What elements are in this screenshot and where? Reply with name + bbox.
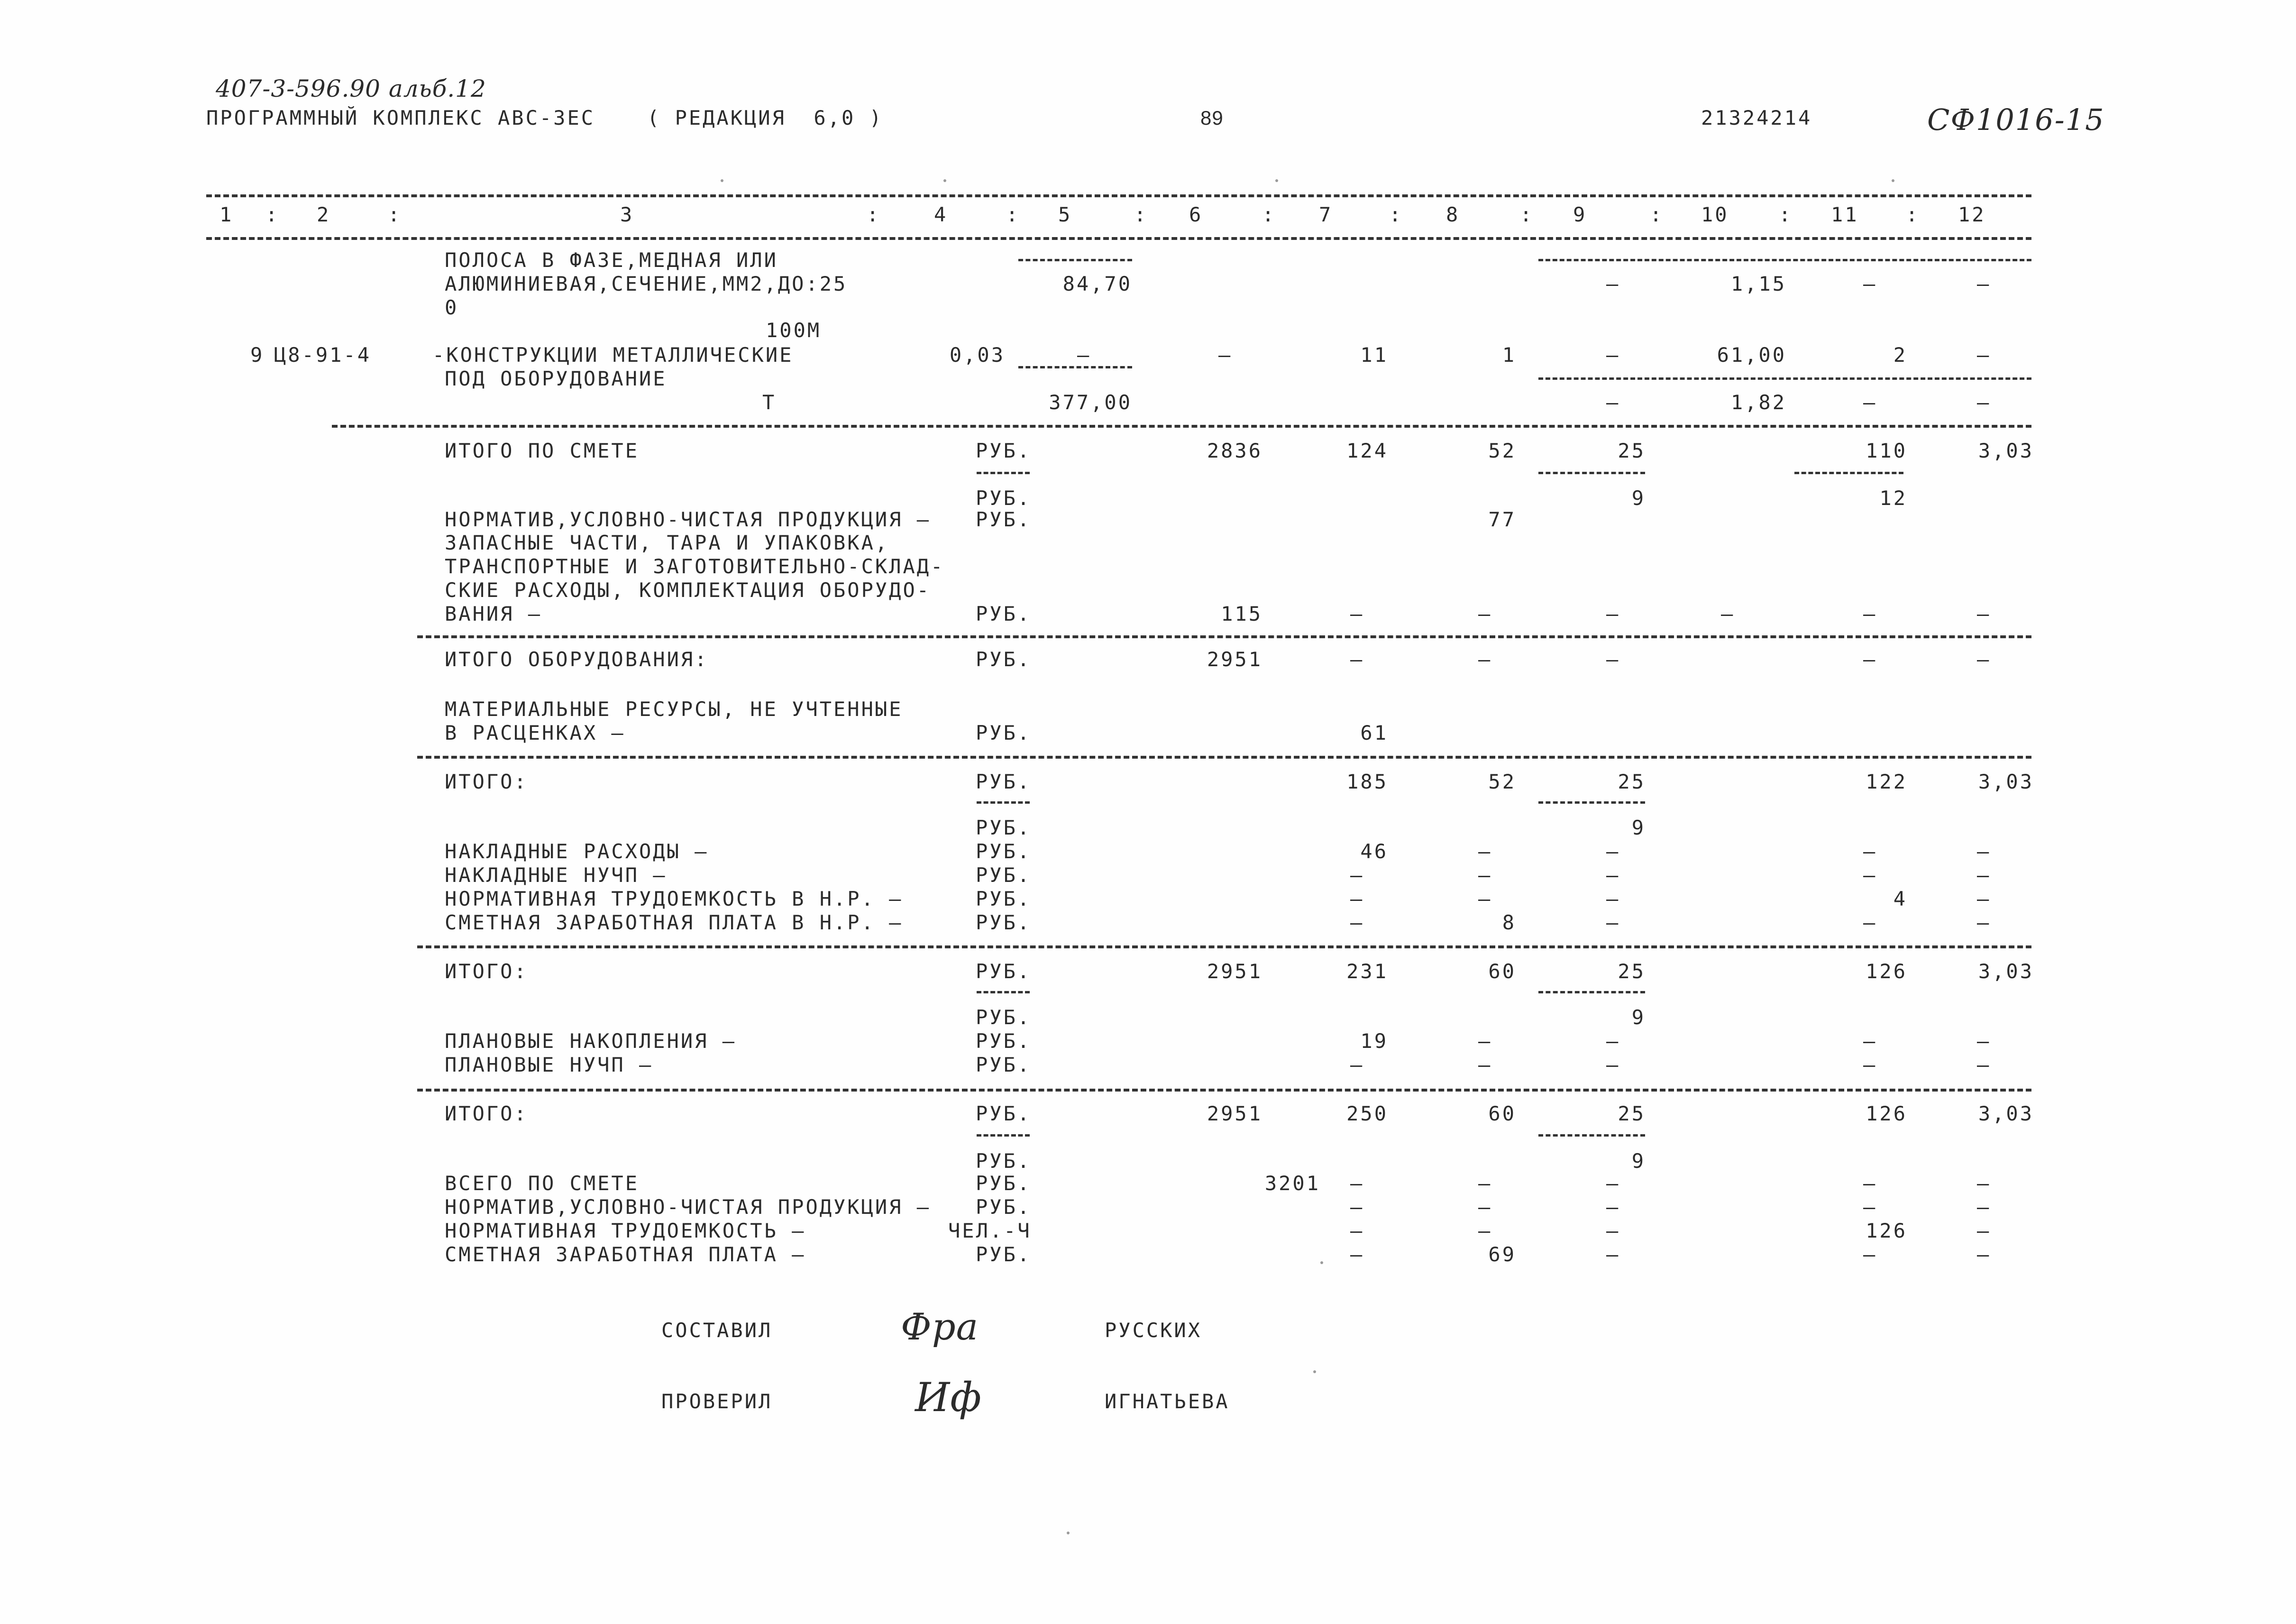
compiled-signature: Фра: [901, 1306, 979, 1349]
subtotal-value: 231: [1346, 960, 1388, 983]
scan-speck: [1320, 1261, 1323, 1264]
unit-label: ЧЕЛ.-Ч: [948, 1219, 1032, 1242]
overhead-value: –: [1606, 840, 1620, 863]
header-rule-top: [206, 194, 2031, 197]
unit-label: РУБ.: [976, 1006, 1032, 1029]
compiled-by-name: РУССКИХ: [1105, 1319, 1202, 1342]
column-separator: :: [1906, 203, 1920, 226]
column-header-5: 5: [1058, 203, 1072, 226]
planned-value: –: [1478, 1053, 1492, 1076]
subtotal-value: 3,03: [1978, 960, 2034, 983]
subtotal-value: 60: [1488, 1102, 1516, 1125]
spare-parts-text: ЗАПАСНЫЕ ЧАСТИ, ТАРА И УПАКОВКА,: [445, 531, 889, 554]
total-value: 110: [1866, 439, 1907, 462]
column-header-9: 9: [1573, 203, 1587, 226]
spare-value: –: [1863, 602, 1877, 625]
sheet-stamp: СФ1016-15: [1927, 102, 2105, 137]
overhead-value: –: [1977, 840, 1991, 863]
unit-label: РУБ.: [976, 960, 1032, 983]
overhead-value: –: [1977, 887, 1991, 910]
spare-value: –: [1977, 602, 1991, 625]
spare-value: –: [1606, 602, 1620, 625]
item-value: 11: [1360, 343, 1388, 367]
item-value: –: [1077, 343, 1091, 367]
unit-label: РУБ.: [976, 648, 1032, 671]
subtotal-value: 185: [1346, 770, 1388, 793]
item-value: 1,15: [1730, 272, 1786, 295]
section-rule: [332, 425, 2031, 428]
equipment-value: –: [1478, 648, 1492, 671]
item-value: 61,00: [1717, 343, 1786, 367]
spare-value: –: [1478, 602, 1492, 625]
grand-total-value: –: [1863, 1195, 1877, 1219]
grand-total-value: –: [1478, 1195, 1492, 1219]
item-value: –: [1863, 272, 1877, 295]
item-value: –: [1606, 343, 1620, 367]
overhead-value: –: [1478, 863, 1492, 887]
equipment-value: 2951: [1207, 648, 1262, 671]
overhead-label: СМЕТНАЯ ЗАРАБОТНАЯ ПЛАТА В Н.Р. –: [445, 911, 903, 934]
subtotal-value: 2951: [1207, 960, 1262, 983]
planned-value: 19: [1360, 1029, 1388, 1053]
unit-label: РУБ.: [976, 602, 1032, 625]
unit-label: РУБ.: [976, 816, 1032, 839]
overhead-label: НОРМАТИВНАЯ ТРУДОЕМКОСТЬ В Н.Р. –: [445, 887, 903, 910]
item-unit: 100М: [766, 319, 822, 342]
subtotal-label: ИТОГО:: [445, 960, 528, 983]
overhead-value: –: [1863, 840, 1877, 863]
underline: [977, 1134, 1030, 1137]
planned-value: –: [1478, 1029, 1492, 1053]
planned-value: –: [1606, 1029, 1620, 1053]
overhead-value: –: [1606, 911, 1620, 934]
subtotal-value: 126: [1866, 1102, 1907, 1125]
sub-value: 12: [1879, 486, 1907, 510]
subtotal-value: 60: [1488, 960, 1516, 983]
grand-total-value: –: [1863, 1243, 1877, 1266]
item-value: –: [1977, 272, 1991, 295]
underline: [977, 801, 1030, 804]
norm-value: 77: [1488, 508, 1516, 531]
planned-label: ПЛАНОВЫЕ НАКОПЛЕНИЯ –: [445, 1029, 737, 1053]
section-rule: [417, 1089, 2031, 1092]
column-separator: :: [388, 203, 402, 226]
underline: [1538, 472, 1645, 474]
grand-total-value: 69: [1488, 1243, 1516, 1266]
overhead-value: –: [1478, 887, 1492, 910]
item-text: 0: [445, 296, 459, 319]
grand-total-value: –: [1977, 1172, 1991, 1195]
overhead-label: НАКЛАДНЫЕ НУЧП –: [445, 863, 667, 887]
item-rule: [1018, 366, 1132, 368]
edition-label: ( РЕДАКЦИЯ 6,0 ): [647, 106, 883, 129]
section-rule: [417, 945, 2031, 948]
column-separator: :: [1520, 203, 1534, 226]
item-value: –: [1606, 391, 1620, 414]
grand-total-value: –: [1977, 1219, 1991, 1242]
subtotal-value: 250: [1346, 1102, 1388, 1125]
item-unit: Т: [762, 391, 777, 414]
overhead-value: –: [1977, 911, 1991, 934]
grand-total-value: –: [1478, 1172, 1492, 1195]
equipment-total-label: ИТОГО ОБОРУДОВАНИЯ:: [445, 648, 709, 671]
column-separator: :: [1134, 203, 1148, 226]
overhead-value: –: [1606, 887, 1620, 910]
grand-total-label: НОРМАТИВНАЯ ТРУДОЕМКОСТЬ –: [445, 1219, 806, 1242]
unit-label: РУБ.: [976, 840, 1032, 863]
grand-total-value: –: [1606, 1195, 1620, 1219]
sub-value: 9: [1631, 1006, 1646, 1029]
unit-label: РУБ.: [976, 508, 1032, 531]
unit-label: РУБ.: [976, 439, 1032, 462]
planned-value: –: [1606, 1053, 1620, 1076]
document-code: 21324214: [1701, 106, 1812, 129]
total-value: 52: [1488, 439, 1516, 462]
unit-label: РУБ.: [976, 911, 1032, 934]
column-header-12: 12: [1958, 203, 1986, 226]
scan-speck: [1275, 179, 1278, 182]
overhead-value: –: [1350, 887, 1364, 910]
item-value: 1: [1502, 343, 1516, 367]
underline: [1794, 472, 1903, 474]
grand-total-value: –: [1350, 1172, 1364, 1195]
unit-label: РУБ.: [976, 863, 1032, 887]
spare-value: 115: [1221, 602, 1262, 625]
equipment-value: –: [1863, 648, 1877, 671]
header-rule-bottom: [206, 237, 2031, 240]
scan-speck: [1892, 179, 1894, 182]
item-quantity: 0,03: [949, 343, 1005, 367]
materials-text: МАТЕРИАЛЬНЫЕ РЕСУРСЫ, НЕ УЧТЕННЫЕ: [445, 697, 903, 721]
scan-speck: [1313, 1370, 1316, 1373]
grand-total-value: –: [1606, 1243, 1620, 1266]
subtotal-value: 52: [1488, 770, 1516, 793]
grand-total-value: 3201: [1264, 1172, 1320, 1195]
grand-total-label: НОРМАТИВ,УСЛОВНО-ЧИСТАЯ ПРОДУКЦИЯ –: [445, 1195, 931, 1219]
spare-parts-text: ТРАНСПОРТНЫЕ И ЗАГОТОВИТЕЛЬНО-СКЛАД-: [445, 555, 945, 578]
column-header-1: 1: [220, 203, 234, 226]
grand-total-label: СМЕТНАЯ ЗАРАБОТНАЯ ПЛАТА –: [445, 1243, 806, 1266]
total-value: 3,03: [1978, 439, 2034, 462]
materials-value: 61: [1360, 721, 1388, 744]
sub-value: 9: [1631, 1149, 1646, 1173]
item-code: Ц8-91-4: [274, 343, 372, 367]
sub-value: 9: [1631, 816, 1646, 839]
compiled-by-label: СОСТАВИЛ: [661, 1319, 773, 1342]
column-separator: :: [1779, 203, 1793, 226]
subtotal-value: 3,03: [1978, 770, 2034, 793]
unit-label: РУБ.: [976, 1053, 1032, 1076]
unit-label: РУБ.: [976, 1029, 1032, 1053]
column-separator: :: [867, 203, 881, 226]
overhead-value: 8: [1502, 911, 1516, 934]
grand-total-value: –: [1350, 1195, 1364, 1219]
grand-total-value: –: [1350, 1243, 1364, 1266]
column-header-6: 6: [1189, 203, 1203, 226]
total-value: 2836: [1207, 439, 1262, 462]
grand-total-value: –: [1977, 1195, 1991, 1219]
subtotal-value: 3,03: [1978, 1102, 2034, 1125]
column-header-10: 10: [1701, 203, 1729, 226]
item-value: –: [1606, 272, 1620, 295]
grand-total-value: –: [1606, 1219, 1620, 1242]
overhead-value: –: [1350, 911, 1364, 934]
overhead-value: –: [1350, 863, 1364, 887]
grand-total-value: –: [1863, 1172, 1877, 1195]
item-value: –: [1218, 343, 1233, 367]
overhead-value: –: [1863, 911, 1877, 934]
unit-label: РУБ.: [976, 721, 1032, 744]
underline: [1538, 1134, 1645, 1137]
materials-text: В РАСЦЕНКАХ –: [445, 721, 625, 744]
overhead-value: –: [1863, 863, 1877, 887]
unit-label: РУБ.: [976, 1102, 1032, 1125]
spare-parts-text: ВАНИЯ –: [445, 602, 542, 625]
column-separator: :: [1389, 203, 1403, 226]
spare-parts-text: СКИЕ РАСХОДЫ, КОМПЛЕКТАЦИЯ ОБОРУДО-: [445, 578, 931, 602]
planned-value: –: [1977, 1029, 1991, 1053]
item-price: 84,70: [1062, 272, 1132, 295]
subtotal-label: ИТОГО:: [445, 1102, 528, 1125]
underline: [977, 991, 1030, 993]
planned-label: ПЛАНОВЫЕ НУЧП –: [445, 1053, 653, 1076]
column-separator: :: [1006, 203, 1020, 226]
item-value: –: [1977, 391, 1991, 414]
unit-label: РУБ.: [976, 1243, 1032, 1266]
subtotal-label: ИТОГО:: [445, 770, 528, 793]
unit-label: РУБ.: [976, 770, 1032, 793]
scan-speck: [1067, 1532, 1070, 1534]
subtotal-value: 122: [1866, 770, 1907, 793]
item-description: ПОД ОБОРУДОВАНИЕ: [445, 367, 667, 390]
checked-by-label: ПРОВЕРИЛ: [661, 1390, 773, 1413]
item-value: –: [1863, 391, 1877, 414]
item-value: 2: [1893, 343, 1907, 367]
subtotal-value: 25: [1618, 960, 1646, 983]
item-number: 9: [250, 343, 265, 367]
spare-value: –: [1721, 602, 1735, 625]
column-separator: :: [1262, 203, 1276, 226]
unit-label: РУБ.: [976, 1172, 1032, 1195]
column-header-3: 3: [620, 203, 634, 226]
subtotal-value: 25: [1618, 770, 1646, 793]
item-rule: [1538, 259, 2031, 261]
item-rule: [1538, 377, 2031, 380]
overhead-value: –: [1606, 863, 1620, 887]
checked-by-name: ИГНАТЬЕВА: [1105, 1390, 1230, 1413]
underline: [1538, 991, 1645, 993]
total-value: 124: [1346, 439, 1388, 462]
item-text: ПОЛОСА В ФАЗЕ,МЕДНАЯ ИЛИ: [445, 248, 778, 272]
subtotal-value: 126: [1866, 960, 1907, 983]
scan-speck: [943, 179, 946, 182]
overhead-label: НАКЛАДНЫЕ РАСХОДЫ –: [445, 840, 709, 863]
equipment-value: –: [1350, 648, 1364, 671]
equipment-value: –: [1606, 648, 1620, 671]
item-text: АЛЮМИНИЕВАЯ,СЕЧЕНИЕ,ММ2,ДО:25: [445, 272, 848, 295]
program-title: ПРОГРАММНЫЙ КОМПЛЕКС АВС-3ЕС: [206, 106, 595, 129]
column-header-7: 7: [1319, 203, 1333, 226]
overhead-value: 4: [1893, 887, 1907, 910]
unit-label: РУБ.: [976, 1195, 1032, 1219]
column-separator: :: [265, 203, 280, 226]
item-price: 377,00: [1049, 391, 1132, 414]
item-value: 1,82: [1730, 391, 1786, 414]
item-value: –: [1977, 343, 1991, 367]
grand-total-value: 126: [1866, 1219, 1907, 1242]
unit-label: РУБ.: [976, 1149, 1032, 1173]
sub-value: 9: [1631, 486, 1646, 510]
item-description: -КОНСТРУКЦИИ МЕТАЛЛИЧЕСКИЕ: [432, 343, 794, 367]
unit-label: РУБ.: [976, 486, 1032, 510]
column-header-2: 2: [317, 203, 331, 226]
item-rule: [1018, 259, 1132, 261]
total-value: 25: [1618, 439, 1646, 462]
norm-label: НОРМАТИВ,УСЛОВНО-ЧИСТАЯ ПРОДУКЦИЯ –: [445, 508, 931, 531]
planned-value: –: [1863, 1029, 1877, 1053]
overhead-value: –: [1977, 863, 1991, 887]
scan-speck: [721, 179, 723, 182]
section-rule: [417, 635, 2031, 638]
column-separator: :: [1650, 203, 1664, 226]
overhead-value: –: [1478, 840, 1492, 863]
subtotal-value: 25: [1618, 1102, 1646, 1125]
total-label: ИТОГО ПО СМЕТЕ: [445, 439, 640, 462]
column-header-8: 8: [1446, 203, 1460, 226]
grand-total-label: ВСЕГО ПО СМЕТЕ: [445, 1172, 640, 1195]
checked-signature: Иф: [915, 1374, 982, 1421]
page-number: 89: [1200, 107, 1224, 129]
spare-value: –: [1350, 602, 1364, 625]
album-reference: 407-3-596.90 альб.12: [216, 75, 486, 102]
underline: [1538, 801, 1645, 804]
planned-value: –: [1863, 1053, 1877, 1076]
overhead-value: 46: [1360, 840, 1388, 863]
equipment-value: –: [1977, 648, 1991, 671]
grand-total-value: –: [1350, 1219, 1364, 1242]
grand-total-value: –: [1478, 1219, 1492, 1242]
grand-total-value: –: [1606, 1172, 1620, 1195]
planned-value: –: [1350, 1053, 1364, 1076]
subtotal-value: 2951: [1207, 1102, 1262, 1125]
planned-value: –: [1977, 1053, 1991, 1076]
grand-total-value: –: [1977, 1243, 1991, 1266]
column-header-4: 4: [934, 203, 948, 226]
unit-label: РУБ.: [976, 887, 1032, 910]
column-header-11: 11: [1831, 203, 1859, 226]
section-rule: [417, 756, 2031, 759]
underline: [977, 472, 1030, 474]
